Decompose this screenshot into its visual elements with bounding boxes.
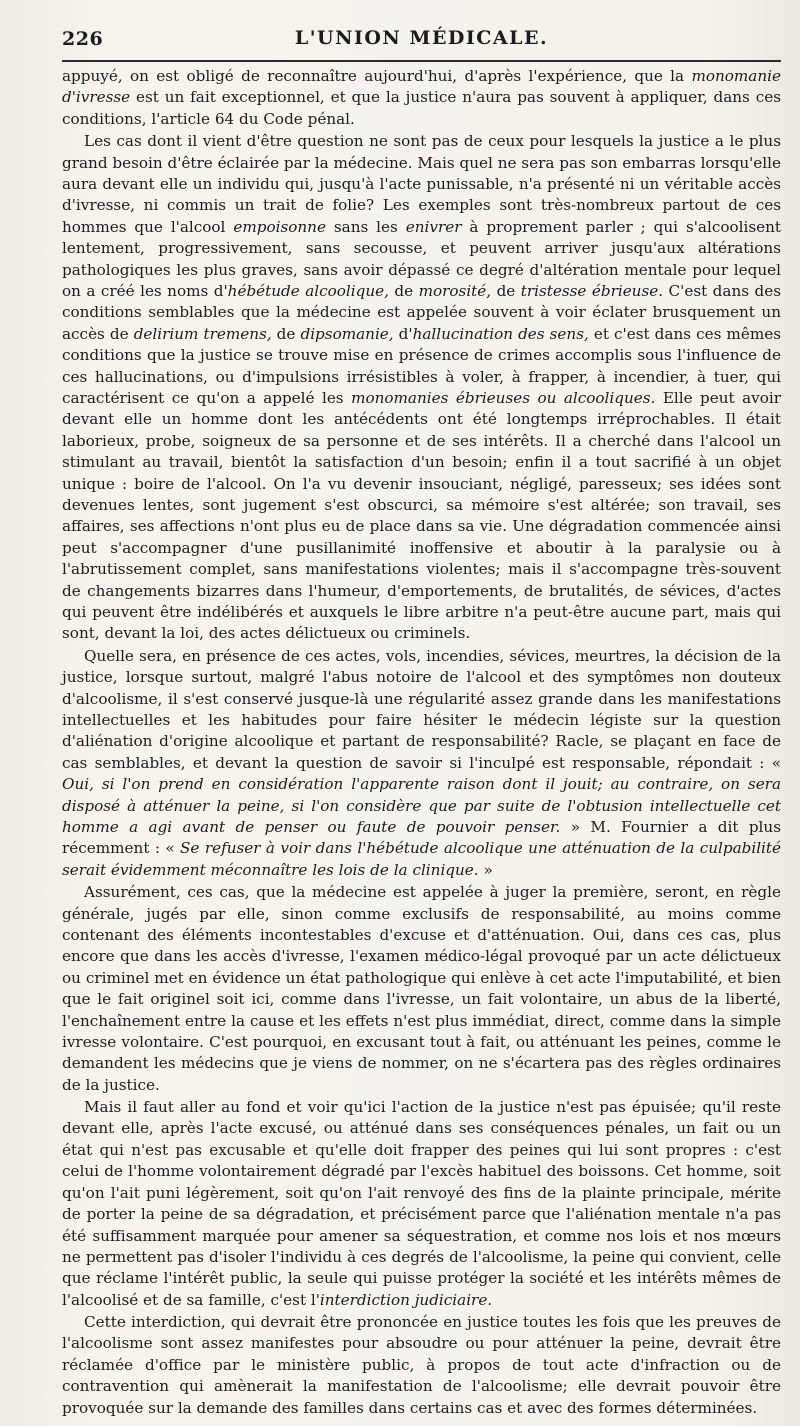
header-rule [62, 60, 781, 62]
running-head [62, 0, 781, 62]
text-run: Quelle sera, en présence de ces actes, vols, incendies, sévices, meurtres, la décision de la justice, lorsque surtout, malgré l'abus notoire de l'alcool et des symptômes non douteux d'alcoolisme, il s'est conservé jusque-là une régularité assez grande dans les manifestations intellectuelles et les habitudes pour faire hésiter le médecin légiste sur la question d'aliénation d'origine alcoolique et partant de responsabilité? Racle, se plaçant en face de cas semblables, et devant la question de savoir si l'inculpé est responsable, répondait : « [62, 646, 781, 772]
text-run: » M. Fournier a dit plus récemment : « [62, 818, 781, 858]
text-run: de [388, 281, 419, 300]
text-run: est un fait exceptionnel, et que la justice n'aura pas souvent à appliquer, dans ces conditions, l'article 64 du Code pénal. [62, 88, 781, 128]
paragraph [62, 646, 781, 881]
text-run: de [271, 324, 301, 343]
italic-run: empoisonne [233, 217, 326, 236]
text-run: appuyé, on est obligé de reconnaître aujourd'hui, d'après l'expérience, que la [62, 67, 692, 85]
text-run: Elle peut avoir devant elle un homme dont les antécédents ont été longtemps irréprochables. Il était laborieux, probe, soigneux de sa personne et de ses intérêts. Il a cherché dans l'alcool un stimulant au travail, bientôt la satisfaction d'un besoin; enfin il a tout sacrifié à un objet unique : boire de l'alcool. On l'a vu devenir insouciant, négligé, paresseux; ses idées sont devenues lentes, sont jugement s'est obscurci, sa mémoire s'est altérée; son travail, ses affaires, ses affections n'ont plus eu de place dans sa vie. Une dégradation commencée ainsi peut s'accompagner d'une pusillanimité inoffensive et aboutir à la paralysie ou à l'abrutissement complet, sans manifestations violentes; mais il s'accompagne très-souvent de changements bizarres dans l'humeur, d'emportements, de brutalités, de sévices, d'actes qui peuvent être indélibérés et auxquels le libre arbitre n'a peut-être aucune part, mais qui sont, devant la loi, des actes délictueux ou criminels. [62, 388, 781, 643]
text-run: Les cas dont il vient d'être question ne sont pas de ceux pour lesquels la justice a le plus grand besoin d'être éclairée par la médecine. Mais quel ne sera pas son embarras lorsqu'elle aura devant elle un individu qui, jusqu'à l'acte punissable, n'a présenté ni un véritable accès d'ivresse, ni commis un trait de folie? Les exemples sont très-nombreux partout de ces hommes que l'alcool [62, 132, 781, 236]
paragraph [62, 66, 781, 130]
italic-run: interdiction judiciaire. [319, 1290, 493, 1309]
text-run: et c'est dans ces mêmes conditions que la justice se trouve mise en présence de crimes accomplis sous l'influence de ces hallucinations, ou d'impulsions irrésistibles à voler, à frapper, à incendier, à tuer, qui caractérisent ce qu'on a appelé les [62, 324, 782, 407]
paragraph [62, 882, 781, 1096]
text-run: Assurément, ces cas, que la médecine est appelée à juger la première, seront, en règle générale, jugés par elle, sinon comme exclusifs de responsabilité, au moins comme contenant des éléments incontestables d'excuse et d'atténuation. Oui, dans ces cas, plus encore que dans les accès d'ivresse, l'examen médico-légal provoqué par un acte délictueux ou criminel met en évidence un état pathologique qui enlève à cet acte l'imputabilité, et bien que le fait originel soit ici, comme dans l'ivresse, un fait volontaire, un abus de la liberté, l'enchaînement entre la cause et les effets n'est plus immédiat, direct, comme dans la simple ivresse volontaire. C'est pourquoi, en excusant tout à fait, ou atténuant les peines, comme le demandent les médecins que je viens de nommer, on ne s'écartera pas des règles ordinaires de la justice. [62, 883, 781, 1094]
italic-run: hébétude alcoolique, [227, 281, 389, 300]
italic-run: delirium tremens, [133, 324, 272, 343]
paragraph [62, 131, 781, 645]
page-number: 226 [62, 28, 104, 50]
text-run: Cette interdiction, qui devrait être prononcée en justice toutes les fois que les preuves de l'alcoolisme sont assez manifestes pour absoudre ou pour atténuer la peine, devrait être réclamée d'office par le ministère public, à propos de tout acte d'infraction ou de contravention qui amènerait la manifestation de l'alcoolisme; elle devrait pouvoir être provoquée sur la demande des familles dans certains cas et avec des formes déterminées. [62, 1313, 781, 1417]
journal-title: L'UNION MÉDICALE. [294, 27, 549, 49]
text-run: Mais il faut aller au fond et voir qu'ici l'action de la justice n'est pas épuisée; qu'il reste devant elle, après l'acte excusé, ou atténué dans ses conséquences pénales, un fait ou un état qui n'est pas excusable et qu'elle doit frapper des peines qui lui sont propres : c'est celui de l'homme volontairement dégradé par l'excès habituel des boissons. Cet homme, soit qu'on l'ait puni légèrement, soit qu'on l'ait renvoyé des fins de la plainte principale, mérite de porter la peine de sa dégradation, et précisément parce que l'aliénation mentale n'a pas été suffisamment marquée pour amener sa séquestration, et comme nos lois et nos mœurs ne permettent pas d'isoler l'individu à ces degrés de l'alcoolisme, la peine qui convient, celle que réclame l'intérêt public, la seule qui puisse protéger la société et les intérêts mêmes de l'alcoolisé et de sa famille, c'est l' [62, 1098, 781, 1309]
italic-run: enivrer [405, 217, 462, 236]
text-run: sans les [325, 217, 406, 236]
article-body [62, 62, 781, 1419]
italic-run: tristesse ébrieuse. [520, 281, 664, 300]
text-run: à proprement parler ; qui s'alcoolisent lentement, progressivement, sans secousse, et peuvent arriver jusqu'aux altérations pathologiques les plus graves, sans avoir dépassé ce degré d'altération mentale pour lequel on a créé les noms d' [62, 217, 781, 300]
italic-run: morosité, [418, 281, 492, 300]
text-run: » [478, 860, 493, 879]
italic-run: Se refuser à voir dans l'hébétude alcoolique une atténuation de la culpabilité serait évidemment méconnaître les lois de la clinique. [62, 839, 782, 879]
text-run: d' [393, 324, 413, 343]
italic-run: dipsomanie, [300, 324, 394, 343]
text-run: de [491, 281, 521, 300]
italic-run: monomanies ébrieuses ou alcooliques. [351, 388, 656, 407]
paragraph [62, 1312, 781, 1419]
italic-run: hallucination des sens, [412, 324, 589, 343]
paragraph [62, 1097, 781, 1311]
italic-run: monomanie d'ivresse [62, 67, 781, 107]
text-run: C'est dans des conditions semblables que la médecine est appelée souvent à voir éclater brusquement un accès de [62, 281, 781, 343]
italic-run: Oui, si l'on prend en considération l'apparente raison dont il jouit; au contraire, on sera disposé à atténuer la peine, si l'on considère que par suite de l'obtusion intellectuelle cet homme a agi avant de penser ou faute de pouvoir penser. [62, 775, 781, 836]
